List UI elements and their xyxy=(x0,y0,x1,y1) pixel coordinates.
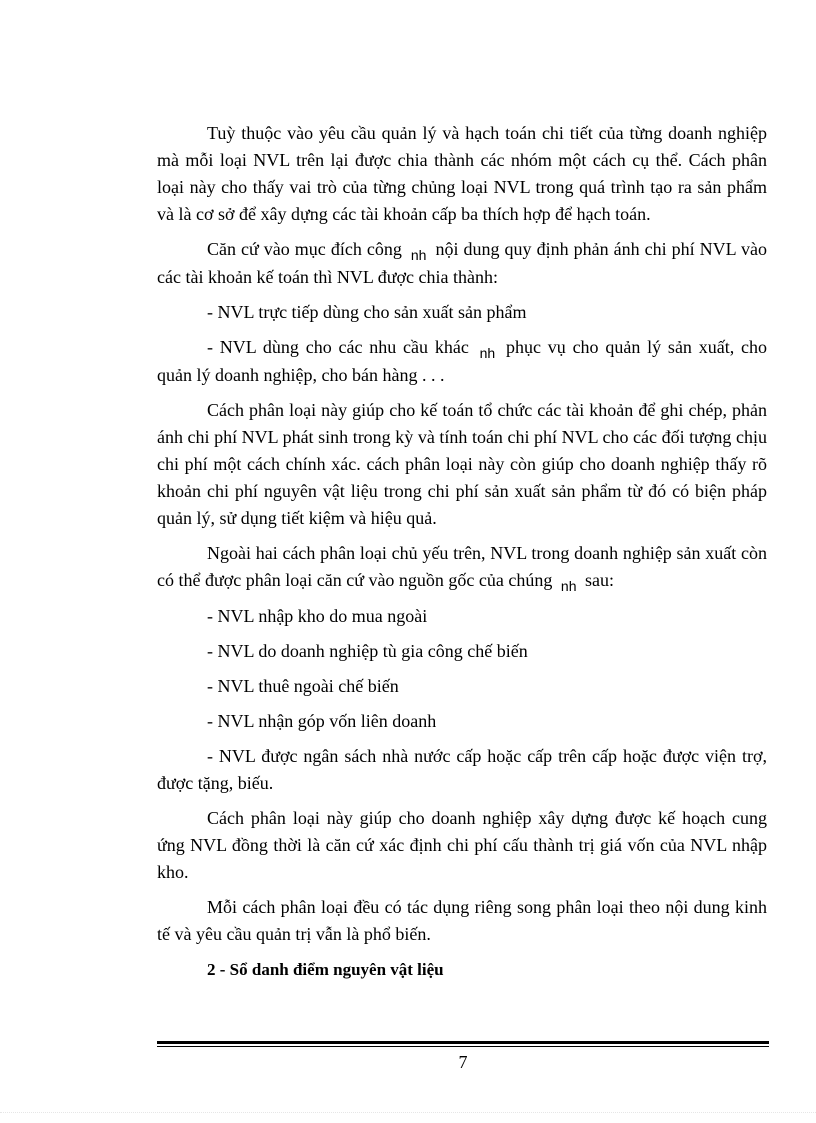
list-item: - NVL trực tiếp dùng cho sản xuất sản phẩm xyxy=(207,302,527,322)
paragraph-4-start: Ngoài hai cách phân loại chủ yếu trên, NVL trong doanh nghiệp sản xuất còn có thể được phân loại căn cứ vào nguồn gốc của chúng xyxy=(157,543,767,590)
paragraph-2-end: nội dung quy định phản ánh chi phí NVL vào các tài khoản kế toán thì NVL được chia thành: xyxy=(157,239,768,287)
paragraph-5: Cách phân loại này giúp cho doanh nghiệp xây dựng được kế hoạch cung ứng NVL đồng thời là căn cứ xác định chi phí cấu thành trị giá vốn của NVL nhập kho. xyxy=(157,808,767,882)
paragraph-4-end: sau: xyxy=(584,570,614,590)
inline-fragment: nh xyxy=(560,578,577,594)
section-heading: 2 - Sổ danh điểm nguyên vật liệu xyxy=(207,960,444,979)
paragraph-2 xyxy=(157,236,767,291)
list-item xyxy=(157,334,767,389)
list-item-start: - NVL dùng cho các nhu cầu khác xyxy=(207,337,469,357)
paragraph-3: Cách phân loại này giúp cho kế toán tổ chức các tài khoản để ghi chép, phản ánh chi phí NVL phát sinh trong kỳ và tính toán chi phí NVL cho các đối tượng chịu chi phí một cách chính xác. cách phân loại này còn giúp cho doanh nghiệp thấy rõ khoản chi phí nguyên vật liệu trong chi phí sản xuất sản phẩm từ đó có biện pháp quản lý, sử dụng tiết kiệm và hiệu quả. xyxy=(157,400,767,528)
list-item: - NVL do doanh nghiệp tù gia công chế biến xyxy=(207,641,528,661)
inline-fragment: nh xyxy=(410,247,427,263)
body-text xyxy=(157,120,767,983)
footer-rule-thick xyxy=(157,1041,769,1044)
page-bottom-divider xyxy=(0,1112,816,1114)
paragraph-2-start: Căn cứ vào mục đích công xyxy=(207,239,402,259)
footer-rule-thin xyxy=(157,1046,769,1047)
page-number: 7 xyxy=(458,1052,468,1072)
list-item: - NVL nhận góp vốn liên doanh xyxy=(207,711,437,731)
list-item: - NVL được ngân sách nhà nước cấp hoặc cấp trên cấp hoặc được viện trợ, được tặng, biếu. xyxy=(157,746,767,793)
list-item-end: phục vụ cho quản lý sản xuất, cho quản lý doanh nghiệp, cho bán hàng . . . xyxy=(157,337,767,385)
paragraph-4 xyxy=(157,540,767,595)
inline-fragment: nh xyxy=(479,345,496,361)
paragraph-1: Tuỳ thuộc vào yêu cầu quản lý và hạch toán chi tiết của từng doanh nghiệp mà mỗi loại NVL trên lại được chia thành các nhóm một cách cụ thể. Cách phân loại này cho thấy vai trò của từng chủng loại NVL trong quá trình tạo ra sản phẩm và là cơ sở để xây dựng các tài khoản cấp ba thích hợp để hạch toán. xyxy=(157,123,767,224)
list-item: - NVL nhập kho do mua ngoài xyxy=(207,606,428,626)
paragraph-6: Mỗi cách phân loại đều có tác dụng riêng song phân loại theo nội dung kinh tế và yêu cầu quản trị vẫn là phổ biến. xyxy=(157,897,767,944)
list-item: - NVL thuê ngoài chế biến xyxy=(207,676,399,696)
